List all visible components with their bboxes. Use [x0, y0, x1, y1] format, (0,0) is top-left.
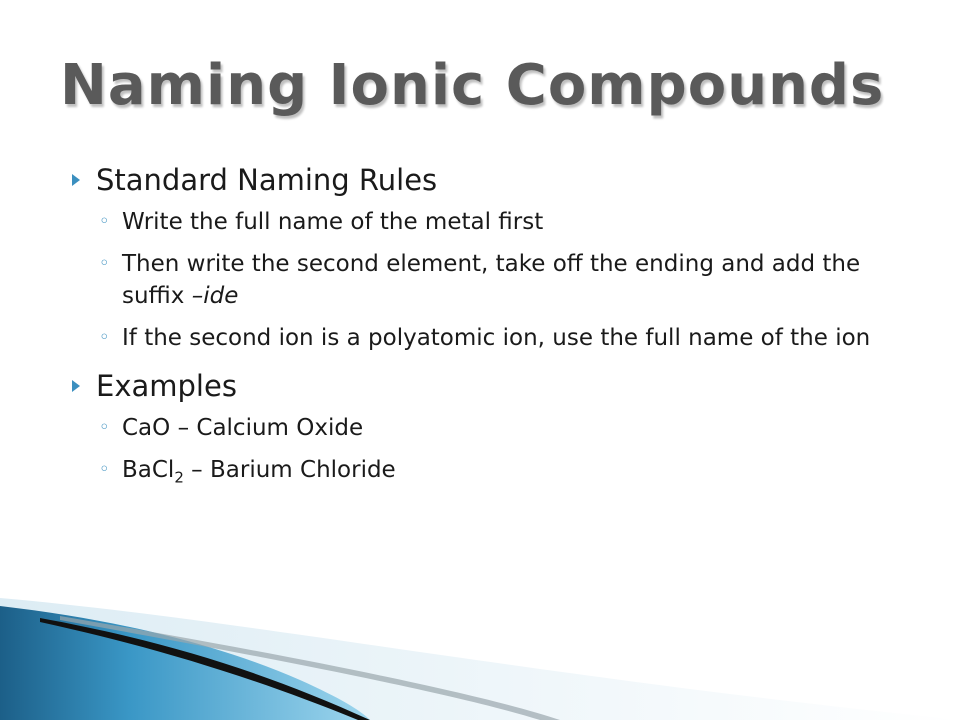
section-heading-rules — [72, 160, 892, 200]
list-item — [72, 412, 892, 444]
formula-base: BaCl — [122, 457, 175, 483]
open-circle-icon: ◦ — [99, 211, 110, 232]
list-item — [72, 248, 892, 312]
open-circle-icon: ◦ — [99, 459, 110, 480]
list-item-text: If the second ion is a polyatomic ion, use the full name of the ion — [122, 325, 871, 351]
slide-title: Naming Ionic Compounds — [60, 53, 885, 118]
list-item-text: Then write the second element, take off the ending and add the suffix — [122, 251, 861, 309]
slide-content — [72, 160, 892, 498]
list-item — [72, 206, 892, 238]
list-item — [72, 322, 892, 354]
section-heading-examples — [72, 366, 892, 406]
triangle-right-icon — [72, 174, 80, 186]
suffix-italic: –ide — [191, 283, 239, 309]
section-heading-text: Standard Naming Rules — [96, 163, 438, 197]
section-heading-text: Examples — [96, 369, 237, 403]
open-circle-icon: ◦ — [99, 417, 110, 438]
triangle-right-icon — [72, 380, 80, 392]
open-circle-icon: ◦ — [99, 327, 110, 348]
list-item-text: CaO – Calcium Oxide — [122, 415, 364, 441]
open-circle-icon: ◦ — [99, 253, 110, 274]
list-item-text: – Barium Chloride — [183, 457, 396, 483]
formula-subscript: 2 — [174, 468, 184, 487]
list-item-text: Write the full name of the metal first — [122, 209, 544, 235]
rules-list — [72, 206, 892, 354]
decorative-wave — [0, 580, 960, 720]
examples-list — [72, 412, 892, 486]
list-item — [72, 454, 892, 486]
